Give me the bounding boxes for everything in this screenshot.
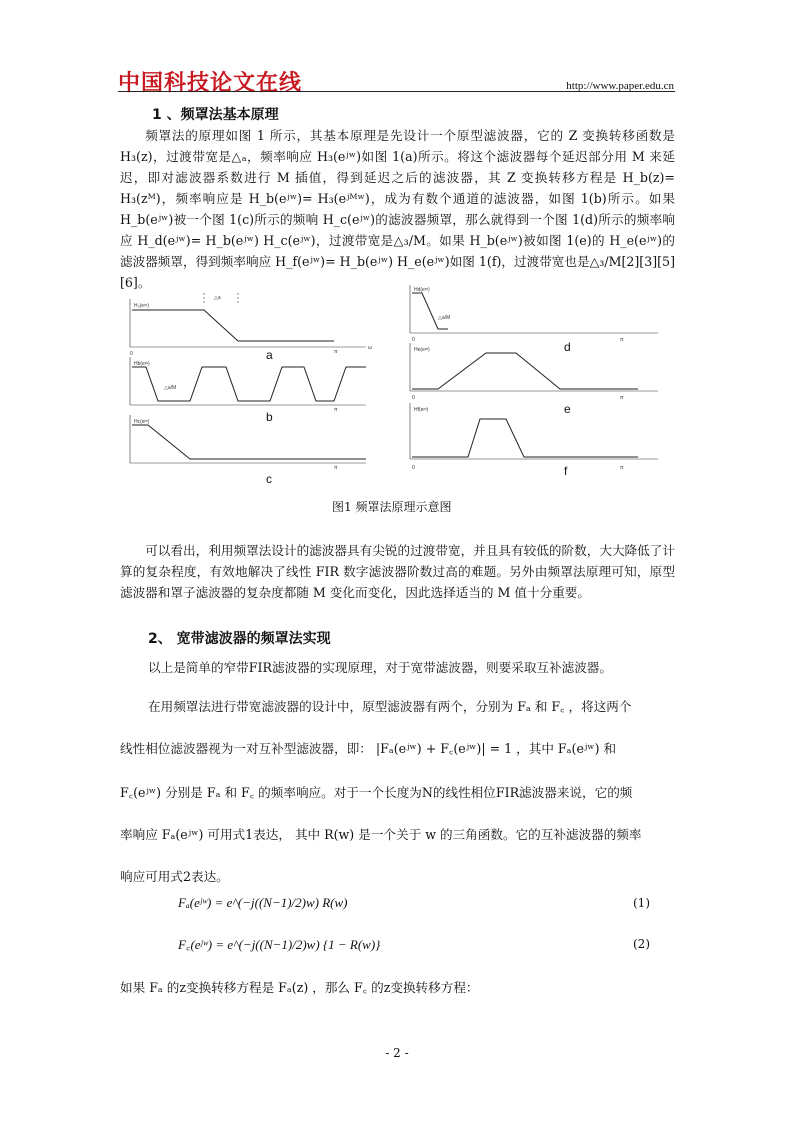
b-pi: π — [334, 407, 338, 413]
equation-2-number: (2) — [633, 937, 650, 951]
panel-label-a: a — [266, 348, 273, 362]
panel-label-e: e — [564, 402, 571, 416]
c-pi: π — [334, 465, 338, 471]
a-y-label: H₃(eʲʷ) — [134, 303, 149, 309]
a-zero: 0 — [130, 351, 133, 357]
paragraph-9: 如果 Fₐ 的z变换转移方程是 Fₐ(z) ，那么 F꜀ 的z变换转移方程： — [120, 980, 479, 995]
d-delta-label: △a/M — [438, 315, 451, 321]
paragraph-5: 线性相位滤波器视为一对互补型滤波器，即： |Fₐ(eʲʷ) + F꜀(eʲʷ)| = 1 ，其中 Fₐ(eʲʷ) 和 — [120, 741, 617, 756]
b-delta-label: △a/M — [164, 385, 177, 391]
f-pi: π — [620, 465, 624, 471]
equation-1-number: (1) — [633, 896, 650, 910]
equation-1: Fₐ(eʲʷ) = e^(−j((N−1)/2)w) R(w) — [178, 895, 348, 910]
site-logo: 中国科技论文在线 — [118, 71, 303, 96]
paragraph-6: F꜀(eʲʷ) 分别是 Fₐ 和 F꜀ 的频率响应。对于一个长度为N的线性相位FIR滤波器来说，它的频 — [120, 785, 633, 800]
panel-label-f: f — [564, 464, 568, 478]
d-pi: π — [620, 337, 624, 343]
c-y-label: Hc(eʲʷ) — [134, 419, 150, 425]
b-y-label: Hb(eʲʷ) — [134, 361, 150, 367]
panel-f — [410, 403, 658, 459]
e-zero: 0 — [412, 395, 415, 401]
equation-2: F꜀(eʲʷ) = e^(−j((N−1)/2)w) {1 − R(w)} — [178, 937, 381, 952]
header-url[interactable]: http://www.paper.edu.cn — [566, 80, 674, 92]
f-zero: 0 — [412, 465, 415, 471]
f-y-label: Hf(eʲʷ) — [414, 407, 429, 413]
a-pi: π — [334, 349, 338, 355]
d-zero: 0 — [412, 337, 415, 343]
paragraph-4: 在用频罩法进行带宽滤波器的设计中，原型滤波器有两个，分别为 Fₐ 和 F꜀ ，将这两个 — [148, 699, 632, 714]
panel-e — [410, 343, 658, 391]
paragraph-2: 可以看出，利用频罩法设计的滤波器具有尖锐的过渡带宽，并且具有较低的阶数，大大降低了计算的复杂程度，有效地解决了线性 FIR 数字滤波器阶数过高的难题。另外由频罩法原理可知，原型滤波器和罩子滤波器的复杂度都随 M 变化而变化，因此选择适当的 M 值十分重要。 — [120, 543, 675, 600]
a-omega: ω — [368, 345, 372, 351]
panel-label-d: d — [564, 340, 571, 354]
panel-c — [130, 415, 366, 463]
header-rule — [118, 91, 675, 92]
paragraph-7: 率响应 Fₐ(eʲʷ) 可用式1表达， 其中 R(w) 是一个关于 w 的三角函数。它的互补滤波器的频率 — [120, 827, 642, 842]
panel-d — [410, 285, 658, 333]
a-delta-label: △a — [214, 295, 221, 301]
section-2-heading: 2、 宽带滤波器的频罩法实现 — [148, 631, 331, 647]
panel-label-b: b — [266, 410, 273, 424]
section-1-heading: 1 、频罩法基本原理 — [152, 107, 279, 123]
figure-caption: 图1 频罩法原理示意图 — [332, 500, 452, 514]
e-pi: π — [620, 395, 624, 401]
panel-b — [130, 357, 366, 405]
panel-a — [130, 293, 366, 347]
paragraph-3: 以上是简单的窄带FIR滤波器的实现原理，对于宽带滤波器，则要采取互补滤波器。 — [148, 660, 612, 675]
paragraph-1: 频罩法的原理如图 1 所示，其基本原理是先设计一个原型滤波器，它的 Z 变换转移函数是 H₃(z)，过渡带宽是△ₐ，频率响应 H₃(eʲʷ)如图 1(a)所示。将这个滤波器每个延迟部分用 M 来延迟，即对滤波器系数进行 M 插值，得到延迟之后的滤波器，其 Z 变换转移方程是 H_b(z)= H₃(zᴹ)，频率响应是 H_b(eʲʷ)= H₃(eʲᴹʷ)，成为有数个通道的滤波器，如图 1(b)所示。如果 H_b(eʲʷ)被一个图 1(c)所示的频响 H_c(eʲʷ)的滤波器频罩，那么就得到一个图 1(d)所示的频率响应 H_d(eʲʷ)= H_b(eʲʷ) H_c(eʲʷ)，过渡带宽是△₃/M。如果 H_b(eʲʷ)被如图 1(e)的 H_e(eʲʷ)的滤波器频罩，得到频率响应 H_f(eʲʷ)= H_b(eʲʷ) H_e(eʲʷ)如图 1(f)，过渡带宽也是△₃/M[2][3][5][6]。 — [120, 128, 675, 290]
page-number: - 2 - — [385, 1046, 409, 1060]
figure-1 — [118, 283, 678, 493]
e-y-label: He(eʲʷ) — [414, 347, 430, 353]
paragraph-8: 响应可用式2表达。 — [120, 869, 229, 884]
d-y-label: Hd(eʲʷ) — [414, 287, 430, 293]
panel-label-c: c — [266, 472, 272, 486]
